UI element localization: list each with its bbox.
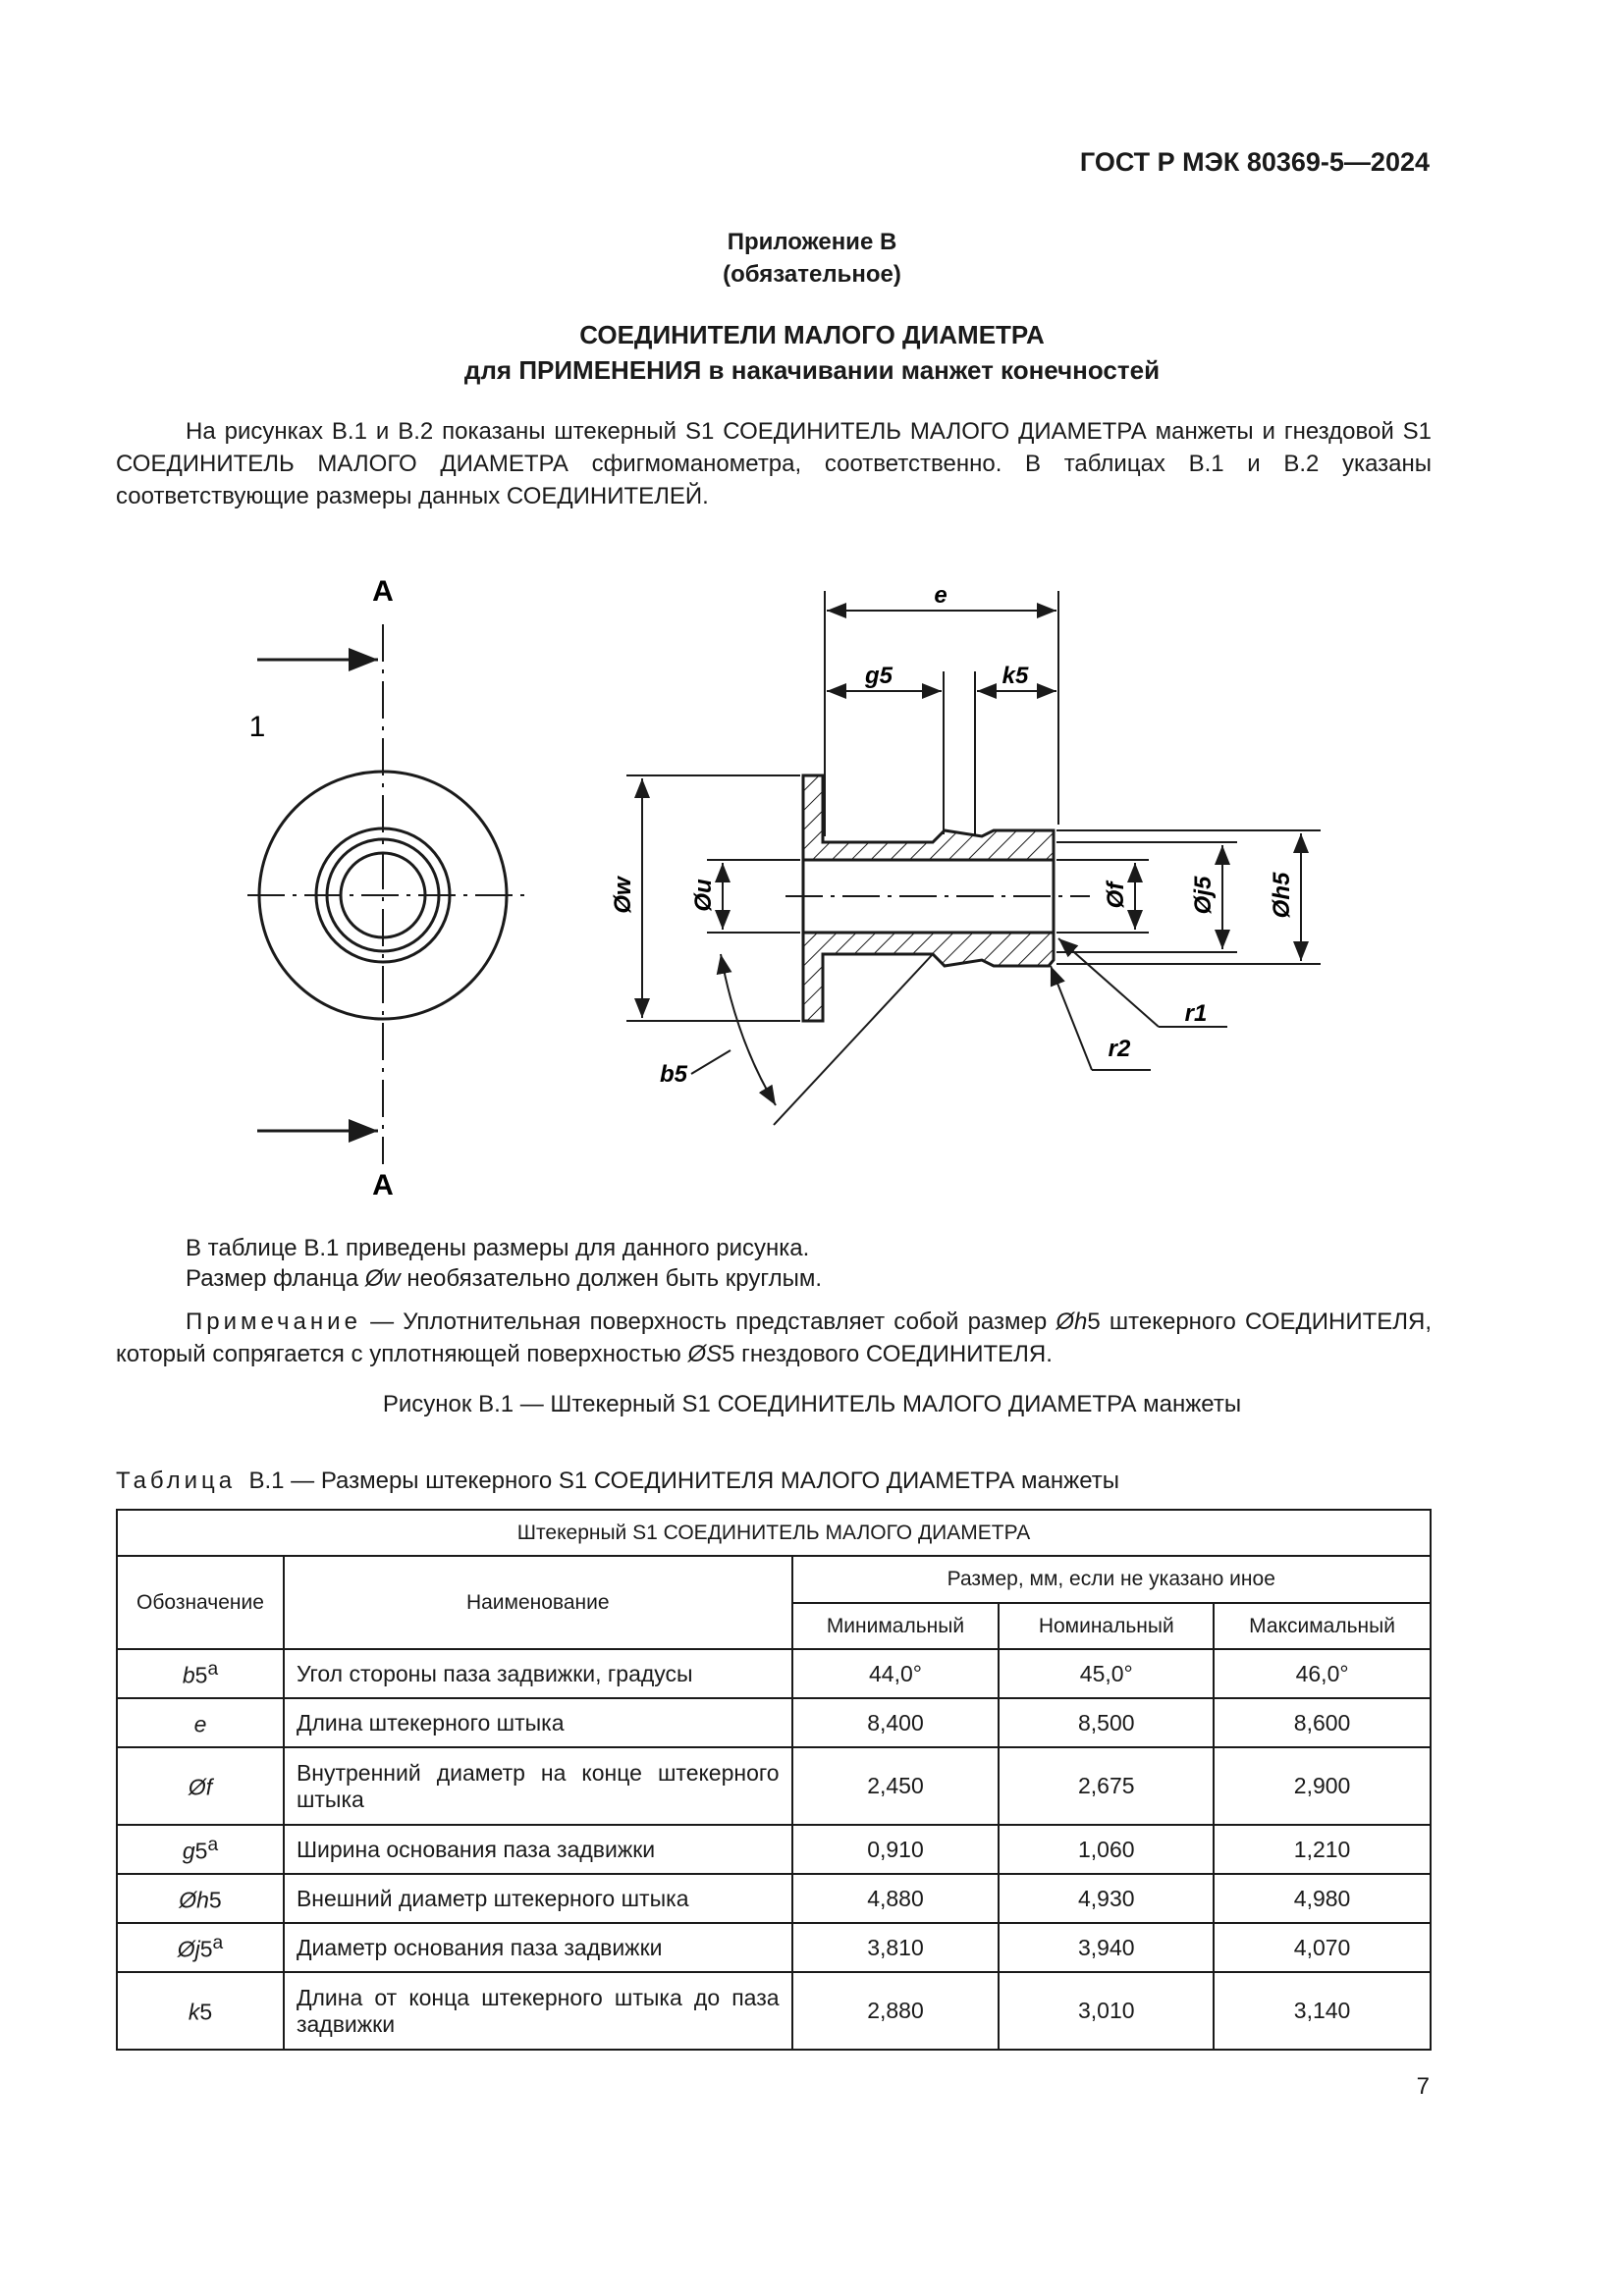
cell-nom: 45,0° xyxy=(999,1649,1214,1698)
col-header-nom: Номинальный xyxy=(999,1603,1214,1649)
page-number: 7 xyxy=(1416,2073,1430,2100)
figure-note-2: Размер фланца Øw необязательно должен быть круглым. xyxy=(186,1265,822,1292)
cell-nom: 4,930 xyxy=(999,1874,1214,1923)
table-title: Таблица В.1 — Размеры штекерного S1 СОЕДИНИТЕЛЯ МАЛОГО ДИАМЕТРА манжеты xyxy=(116,1468,1119,1494)
annex-label: Приложение В xyxy=(727,229,897,255)
table-row xyxy=(117,1972,1431,2050)
cell-name: Угол стороны паза задвижки, градусы xyxy=(284,1649,792,1698)
figure-note-1: В таблице В.1 приведены размеры для данного рисунка. xyxy=(186,1235,810,1261)
dim-label-j5: Øj5 xyxy=(1190,876,1217,915)
table-row xyxy=(117,1747,1431,1825)
dim-label-g5: g5 xyxy=(864,663,893,689)
cell-nom: 2,675 xyxy=(999,1747,1214,1825)
col-header-designation: Обозначение xyxy=(117,1556,284,1649)
dim-label-w: Øw xyxy=(610,877,636,914)
cell-min: 4,880 xyxy=(792,1874,1000,1923)
connector-drawing xyxy=(0,550,1624,1217)
item-label-1: 1 xyxy=(248,711,266,743)
cell-designation: Øf xyxy=(117,1747,284,1825)
cell-nom: 1,060 xyxy=(999,1825,1214,1874)
table-body xyxy=(117,1649,1431,2050)
dim-label-u: Øu xyxy=(690,879,717,912)
cell-max: 4,980 xyxy=(1214,1874,1431,1923)
cell-max: 8,600 xyxy=(1214,1698,1431,1747)
table-row xyxy=(117,1698,1431,1747)
cell-designation: e xyxy=(117,1698,284,1747)
cell-min: 44,0° xyxy=(792,1649,1000,1698)
col-header-size-group: Размер, мм, если не указано иное xyxy=(792,1556,1431,1603)
cell-designation: Øh5 xyxy=(117,1874,284,1923)
table-row xyxy=(117,1923,1431,1972)
section-label-top: A xyxy=(372,575,394,608)
table-row xyxy=(117,1874,1431,1923)
dim-label-h5: Øh5 xyxy=(1269,872,1295,919)
cell-nom: 3,940 xyxy=(999,1923,1214,1972)
side-view xyxy=(626,591,1321,1125)
front-view xyxy=(247,624,530,1164)
cell-name: Внешний диаметр штекерного штыка xyxy=(284,1874,792,1923)
section-title-line1: СОЕДИНИТЕЛИ МАЛОГО ДИАМЕТРА xyxy=(579,320,1045,349)
dim-label-r2: r2 xyxy=(1108,1036,1131,1062)
col-header-max: Максимальный xyxy=(1214,1603,1431,1649)
cell-min: 3,810 xyxy=(792,1923,1000,1972)
figure-note-remark: Примечание — Уплотнительная поверхность представляет собой размер Øh5 штекерного СОЕДИНИТЕЛЯ, который сопрягается с уплотняющей поверхностью ØS5 гнездового СОЕДИНИТЕЛЯ. xyxy=(116,1308,1432,1367)
col-header-min: Минимальный xyxy=(792,1603,1000,1649)
cell-min: 2,450 xyxy=(792,1747,1000,1825)
cell-min: 0,910 xyxy=(792,1825,1000,1874)
cell-min: 8,400 xyxy=(792,1698,1000,1747)
cell-designation: k5 xyxy=(117,1972,284,2050)
dim-label-k5: k5 xyxy=(1001,663,1029,689)
cell-name: Длина от конца штекерного штыка до паза задвижки xyxy=(284,1972,792,2050)
dimensions-table xyxy=(116,1509,1432,2051)
dim-label-r1: r1 xyxy=(1184,1000,1208,1027)
cell-nom: 8,500 xyxy=(999,1698,1214,1747)
section-label-bottom: A xyxy=(372,1169,394,1201)
section-title-line2: для ПРИМЕНЕНИЯ в накачивании манжет конечностей xyxy=(463,355,1161,385)
note-label: Примечание xyxy=(186,1308,361,1335)
cell-name: Внутренний диаметр на конце штекерного штыка xyxy=(284,1747,792,1825)
cell-name: Ширина основания паза задвижки xyxy=(284,1825,792,1874)
cell-designation: Øj5$^a$ xyxy=(117,1923,284,1972)
table-row xyxy=(117,1825,1431,1874)
figure-caption: Рисунок В.1 — Штекерный S1 СОЕДИНИТЕЛЬ МАЛОГО ДИАМЕТРА манжеты xyxy=(382,1391,1242,1417)
cell-nom: 3,010 xyxy=(999,1972,1214,2050)
annex-status: (обязательное) xyxy=(723,261,901,288)
cell-designation: b5$^a$ xyxy=(117,1649,284,1698)
table-row xyxy=(117,1649,1431,1698)
cell-min: 2,880 xyxy=(792,1972,1000,2050)
cell-max: 46,0° xyxy=(1214,1649,1431,1698)
cell-name: Диаметр основания паза задвижки xyxy=(284,1923,792,1972)
cell-max: 4,070 xyxy=(1214,1923,1431,1972)
cell-name: Длина штекерного штыка xyxy=(284,1698,792,1747)
col-header-name: Наименование xyxy=(284,1556,792,1649)
standard-id: ГОСТ Р МЭК 80369-5—2024 xyxy=(1079,147,1430,177)
cell-designation: g5$^a$ xyxy=(117,1825,284,1874)
table-label: Таблица xyxy=(116,1468,237,1494)
intro-paragraph: На рисунках В.1 и В.2 показаны штекерный S1 СОЕДИНИТЕЛЬ МАЛОГО ДИАМЕТРА манжеты и гнездовой S1 СОЕДИНИТЕЛЬ МАЛОГО ДИАМЕТРА сфигмоманометра, соответственно. В таблицах В.1 и В.2 указаны соответствующие размеры данных СОЕДИНИТЕЛЕЙ. xyxy=(116,418,1432,509)
dim-label-e: e xyxy=(934,582,947,609)
cell-max: 1,210 xyxy=(1214,1825,1431,1874)
cell-max: 2,900 xyxy=(1214,1747,1431,1825)
cell-max: 3,140 xyxy=(1214,1972,1431,2050)
dim-label-b5: b5 xyxy=(659,1061,688,1088)
dim-label-f: Øf xyxy=(1103,881,1129,909)
table-top-header: Штекерный S1 СОЕДИНИТЕЛЬ МАЛОГО ДИАМЕТРА xyxy=(117,1510,1431,1556)
